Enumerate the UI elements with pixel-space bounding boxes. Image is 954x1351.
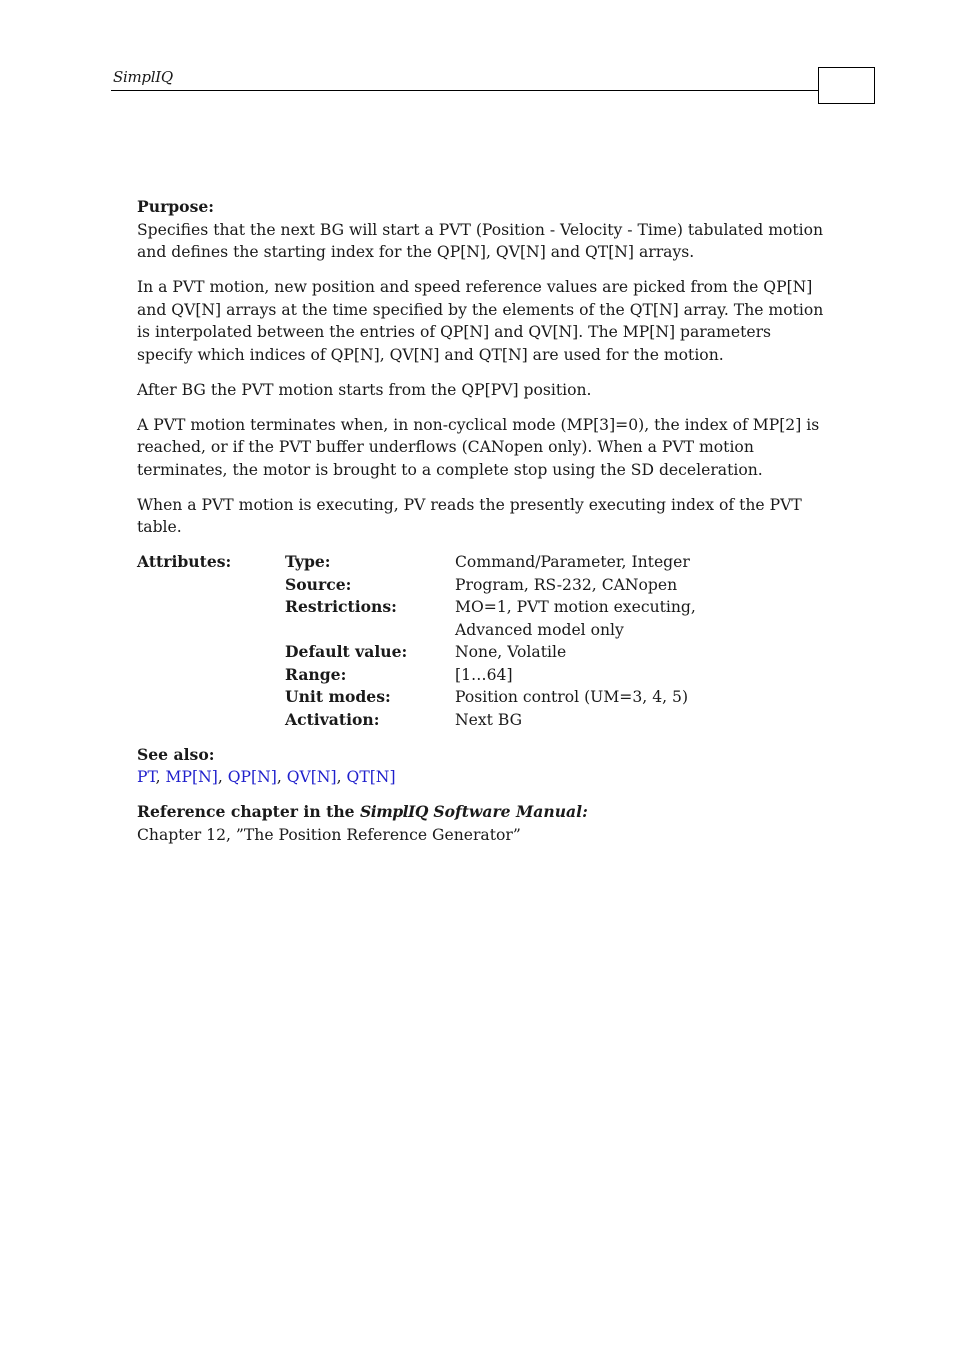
attribute-value: Program, RS-232, CANopen xyxy=(455,575,678,594)
purpose-paragraph-1: Specifies that the next BG will start a PVT (Position - Velocity - Time) tabulated motion and defines the starting index for the QP[N], QV[N] and QT[N] arrays. xyxy=(137,220,824,261)
link-separator: , xyxy=(155,768,166,786)
attribute-value: MO=1, PVT motion executing, xyxy=(455,598,696,616)
document-body xyxy=(137,196,827,846)
attribute-value: Next BG xyxy=(455,710,523,729)
link-separator: , xyxy=(336,768,347,786)
header-divider xyxy=(111,90,819,91)
reference-label-prefix: Reference chapter in the xyxy=(137,802,361,821)
reference-brand: SimplIQ xyxy=(360,802,428,821)
link-separator: , xyxy=(217,768,228,786)
link-qv[interactable]: QV[N] xyxy=(286,768,337,786)
purpose-paragraph-3: After BG the PVT motion starts from the QP[PV] position. xyxy=(137,380,592,399)
purpose-paragraph-4: A PVT motion terminates when, in non-cyclical mode (MP[3]=0), the index of MP[2] is reached, or if the PVT buffer underflows (CANopen only). When a PVT motion terminates, the motor is brought to a complete stop using the SD deceleration. xyxy=(137,415,820,479)
reference-chapter: Chapter 12, ”The Position Reference Generator” xyxy=(137,825,521,844)
see-also-heading: See also: xyxy=(137,744,215,764)
purpose-section xyxy=(137,196,827,539)
reference-section xyxy=(137,801,827,846)
attribute-value: [1…64] xyxy=(455,665,513,684)
attribute-key: Default value: xyxy=(285,642,408,661)
link-qt[interactable]: QT[N] xyxy=(346,768,396,786)
link-pt[interactable]: PT xyxy=(137,768,156,786)
page-number-box xyxy=(818,67,875,104)
attribute-key: Source: xyxy=(285,574,352,594)
attributes-heading: Attributes: xyxy=(137,552,232,571)
attribute-key: Activation: xyxy=(285,709,380,729)
link-mp[interactable]: MP[N] xyxy=(165,768,218,786)
attribute-key: Type: xyxy=(285,552,331,571)
purpose-heading: Purpose: xyxy=(137,197,215,216)
reference-heading xyxy=(137,801,827,824)
purpose-paragraph-5: When a PVT motion is executing, PV reads the presently executing index of the PVT table. xyxy=(137,495,802,536)
see-also-links xyxy=(137,766,827,789)
attribute-key: Unit modes: xyxy=(285,687,391,706)
attribute-key xyxy=(285,619,455,642)
link-separator: , xyxy=(276,768,287,786)
attributes-table xyxy=(137,551,827,731)
purpose-paragraph-2: In a PVT motion, new position and speed reference values are picked from the QP[N] and QV[N] arrays at the time specified by the elements of the QT[N] array. The motion is interpolated between the entries of QP[N] and QV[N]. The MP[N] parameters specify which indices of QP[N], QV[N] and QT[N] are used for the motion. xyxy=(137,278,824,364)
link-qp[interactable]: QP[N] xyxy=(227,768,277,786)
reference-label-suffix: Software Manual: xyxy=(427,802,588,821)
header-title: SimplIQ xyxy=(113,68,173,86)
attribute-value: Command/Parameter, Integer xyxy=(455,553,690,571)
attribute-key: Range: xyxy=(285,664,347,684)
see-also-section xyxy=(137,744,827,789)
attribute-value: Position control (UM=3, 4, 5) xyxy=(455,688,689,706)
attribute-key: Restrictions: xyxy=(285,597,397,616)
attribute-value: Advanced model only xyxy=(455,620,624,639)
attribute-value: None, Volatile xyxy=(455,643,567,661)
